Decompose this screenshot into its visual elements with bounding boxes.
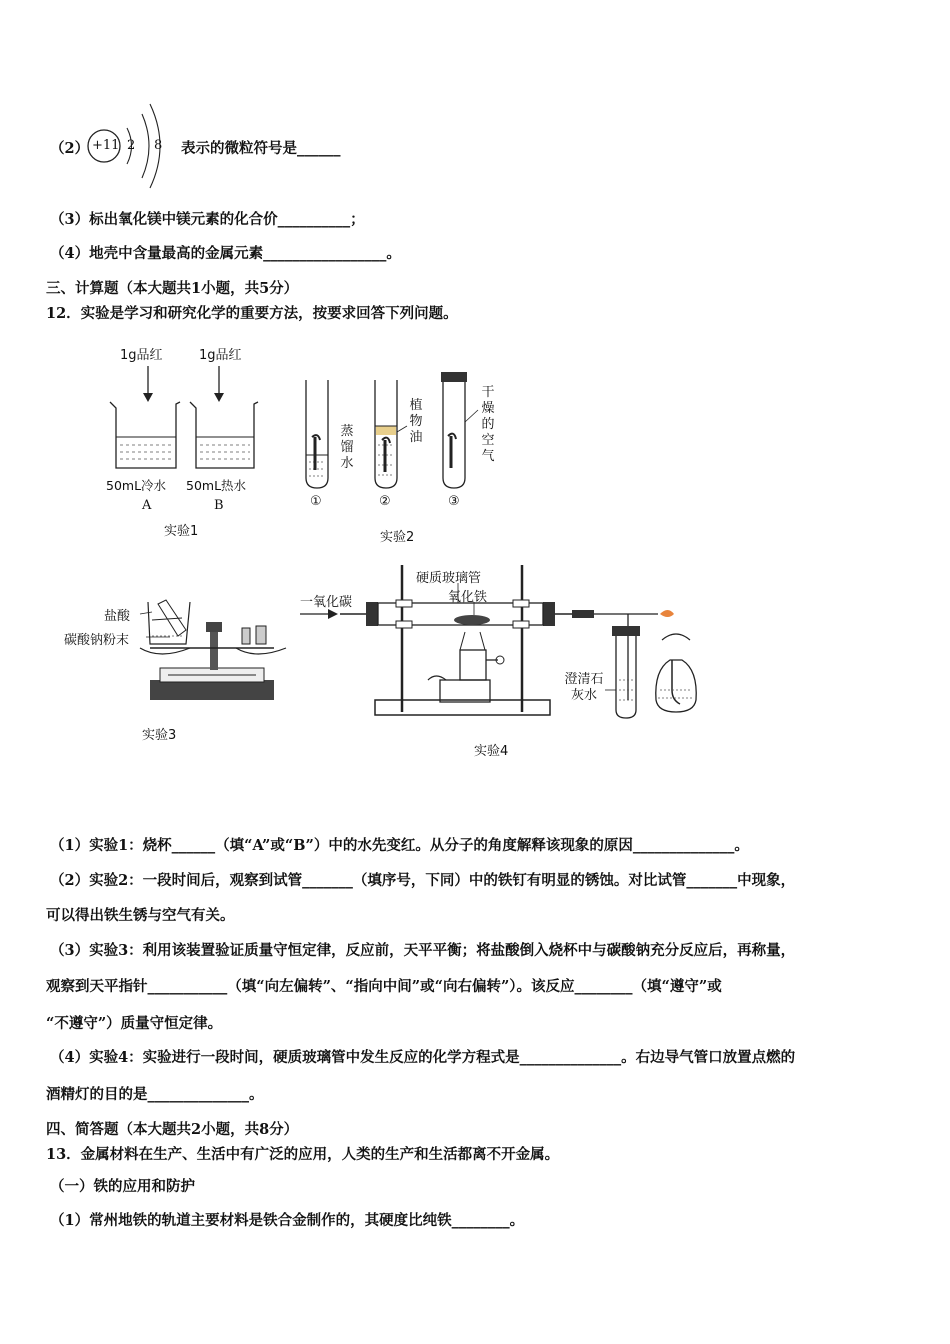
atom-shell-1-label: 2 <box>127 138 136 153</box>
exp4-fe2o3-label: 氧化铁 <box>448 590 488 605</box>
exp1-beaker-b-bottom-label: 50mL热水 <box>186 478 247 493</box>
q13-part1: （1）常州地铁的轨道主要材料是铁合金制作的，其硬度比纯铁________。 <box>50 1212 525 1229</box>
exp2-num3: ③ <box>448 494 460 509</box>
exp4-limewater-label: 澄清石灰水 <box>564 672 604 703</box>
exp3-hcl-label: 盐酸 <box>104 609 131 624</box>
q13-stem: 13．金属材料在生产、生活中有广泛的应用，人类的生产和生活都离不开金属。 <box>46 1146 560 1163</box>
exp4-co-label: 一氧化碳 <box>300 595 353 610</box>
atom-shell-2-label: 8 <box>154 138 163 153</box>
section-4-heading: 四、简答题（本大题共2小题，共8分） <box>46 1121 299 1138</box>
q13-subsection-1: （一）铁的应用和防护 <box>50 1178 195 1195</box>
exp4-caption: 实验4 <box>474 744 509 759</box>
experiment-4-figure <box>300 565 696 718</box>
q12-part1: （1）实验1：烧杯______（填“A”或“B”）中的水先变红。从分子的角度解释该现象的原因______________。 <box>50 837 749 854</box>
atom-nucleus-label: +11 <box>92 138 120 153</box>
exp2-caption: 实验2 <box>380 530 415 545</box>
exp1-caption: 实验1 <box>164 524 199 539</box>
exp1-beaker-b-top-label: 1g品红 <box>199 348 242 363</box>
section-3-heading: 三、计算题（本大题共1小题，共5分） <box>46 280 299 297</box>
q12-part4-line2: 酒精灯的目的是______________。 <box>46 1086 264 1103</box>
experiment-3-figure <box>140 600 286 700</box>
q12-part3-line1: （3）实验3：利用该装置验证质量守恒定律，反应前，天平平衡；将盐酸倒入烧杯中与碳酸钠充分反应后，再称量， <box>50 942 796 959</box>
experiment-1-figure <box>110 366 258 468</box>
q12-part3-line3: “不遵守”）质量守恒定律。 <box>46 1015 223 1032</box>
q11-part2-text: 表示的微粒符号是______ <box>181 140 341 157</box>
experiment-2-figure <box>306 372 478 488</box>
exp2-tube2-label: 植物油 <box>409 398 423 445</box>
exp1-beaker-a-top-label: 1g品红 <box>120 348 163 363</box>
exp2-tube1-label: 蒸馏水 <box>340 424 354 471</box>
q12-part4-line1: （4）实验4：实验进行一段时间，硬质玻璃管中发生反应的化学方程式是______________。右边导气管口放置点燃的 <box>50 1049 796 1066</box>
exp1-beaker-a-bottom-label: 50mL冷水 <box>106 478 167 493</box>
q11-part3: （3）标出氧化镁中镁元素的化合价__________； <box>50 211 365 228</box>
exp2-num2: ② <box>379 494 391 509</box>
exp3-caption: 实验3 <box>142 728 177 743</box>
exp4-tube-label: 硬质玻璃管 <box>416 571 482 586</box>
exp1-label-b: B <box>214 498 224 513</box>
exp1-label-a: A <box>142 498 152 513</box>
q12-part2-line2: 可以得出铁生锈与空气有关。 <box>46 907 235 924</box>
exp2-tube3-label: 干燥的空气 <box>481 385 495 464</box>
q12-stem: 12．实验是学习和研究化学的重要方法，按要求回答下列问题。 <box>46 305 458 322</box>
exp2-num1: ① <box>310 494 322 509</box>
q11-part2-label: （2） <box>50 140 90 157</box>
exp3-na2co3-label: 碳酸钠粉末 <box>64 633 130 648</box>
q12-part2-line1: （2）实验2：一段时间后，观察到试管_______（填序号，下同）中的铁钉有明显的锈蚀。对比试管_______中现象， <box>50 872 796 889</box>
q12-part3-line2: 观察到天平指针___________（填“向左偏转”、“指向中间”或“向右偏转”）。该反应________（填“遵守”或 <box>46 978 722 995</box>
q11-part4: （4）地壳中含量最高的金属元素_________________。 <box>50 245 401 262</box>
